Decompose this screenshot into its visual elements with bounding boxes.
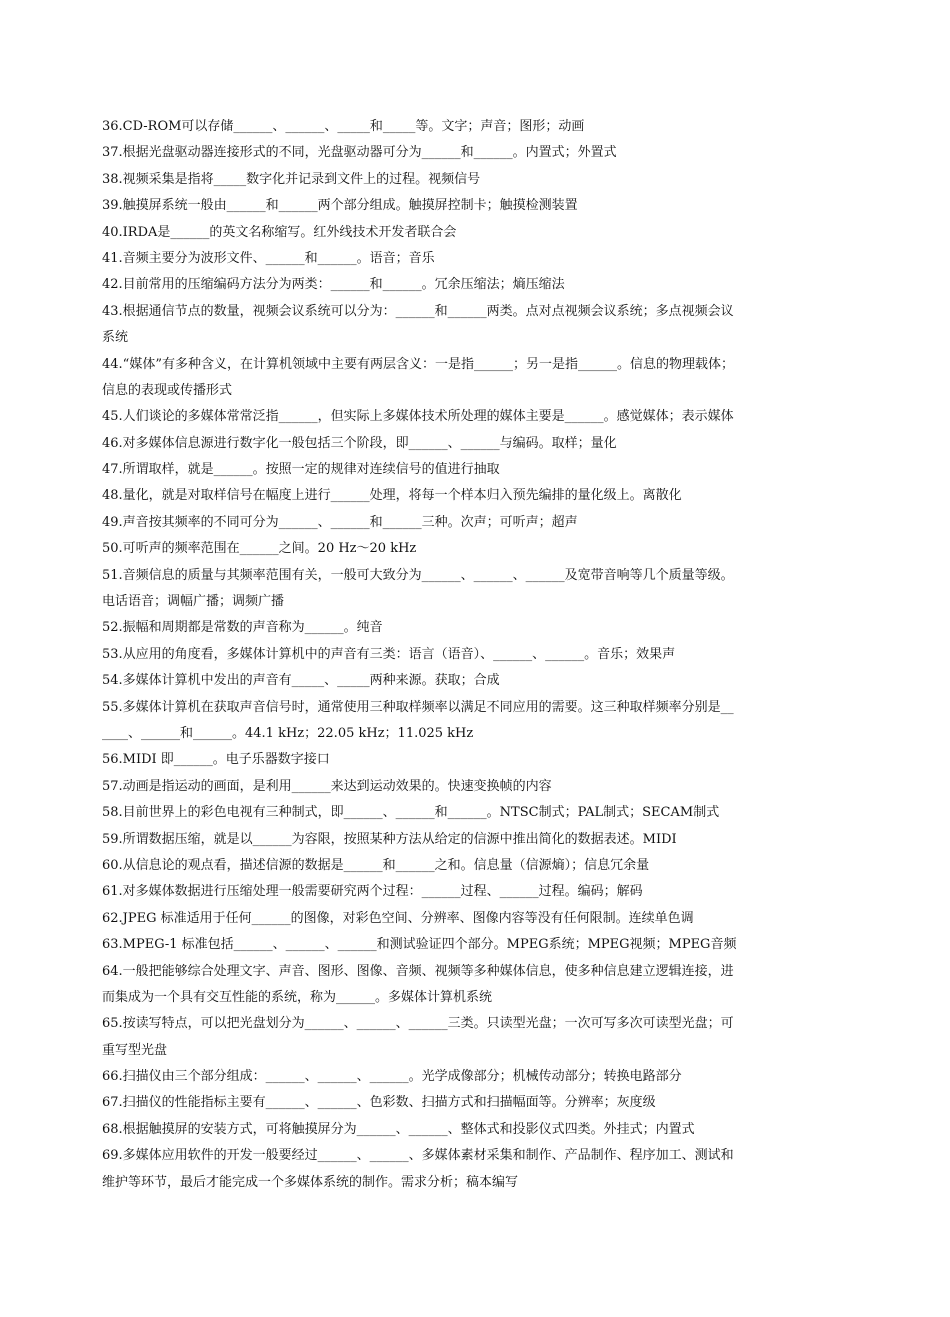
text-line: 42.目前常用的压缩编码方法分为两类：______和______。冗余压缩法；熵压缩法	[102, 277, 565, 293]
text-line: 58.目前世界上的彩色电视有三种制式，即______、______和______。NTSC制式；PAL制式；SECAM制式	[102, 805, 720, 821]
text-line: 48.量化，就是对取样信号在幅度上进行______处理，将每一个样本归入预先编排的量化级上。离散化	[102, 488, 682, 504]
text-line: 47.所谓取样，就是______。按照一定的规律对连续信号的值进行抽取	[102, 462, 500, 478]
text-line: 57.动画是指运动的画面，是利用______来达到运动效果的。快速变换帧的内容	[102, 778, 552, 794]
text-line: 重写型光盘	[102, 1042, 168, 1058]
text-line: 维护等环节，最后才能完成一个多媒体系统的制作。需求分析；稿本编写	[102, 1174, 519, 1190]
text-line: 信息的表现或传播形式	[102, 382, 233, 398]
text-line: ____、______和______。44.1 kHz；22.05 kHz；11.025 kHz	[102, 725, 474, 741]
text-line: 66.扫描仪由三个部分组成：______、______、______。光学成像部分；机械传动部分；转换电路部分	[102, 1069, 682, 1085]
text-line: 系统	[102, 330, 129, 346]
text-line: 46.对多媒体信息源进行数字化一般包括三个阶段，即______、______与编码。取样；量化	[102, 435, 617, 451]
text-line: 49.声音按其频率的不同可分为______、______和______三种。次声；可听声；超声	[102, 514, 578, 530]
text-line: 51.音频信息的质量与其频率范围有关，一般可大致分为______、______、______及宽带音响等几个质量等级。	[102, 567, 734, 583]
text-line: 59.所谓数据压缩，就是以______为容限，按照某种方法从给定的信源中推出简化的数据表述。MIDI	[102, 831, 677, 847]
text-line: 38.视频采集是指将_____数字化并记录到文件上的过程。视频信号	[102, 171, 481, 187]
text-line: 52.振幅和周期都是常数的声音称为______。纯音	[102, 620, 383, 636]
text-line: 39.触摸屏系统一般由______和______两个部分组成。触摸屏控制卡；触摸检测装置	[102, 198, 578, 214]
text-line: 65.按读写特点，可以把光盘划分为______、______、______三类。只读型光盘；一次可写多次可读型光盘；可	[102, 1016, 734, 1032]
text-line: 55.多媒体计算机在获取声音信号时，通常使用三种取样频率以满足不同应用的需要。这三种取样频率分别是__	[102, 699, 734, 715]
text-line: 50.可听声的频率范围在______之间。20 Hz～20 kHz	[102, 541, 417, 557]
text-line: 电话语音；调幅广播；调频广播	[102, 594, 285, 610]
text-line: 40.IRDA是______的英文名称缩写。红外线技术开发者联合会	[102, 224, 457, 240]
text-line: 69.多媒体应用软件的开发一般要经过______、______、多媒体素材采集和制作、产品制作、程序加工、测试和	[102, 1148, 734, 1164]
text-line: 61.对多媒体数据进行压缩处理一般需要研究两个过程：______过程、______过程。编码；解码	[102, 884, 643, 900]
text-line: 36.CD-ROM可以存储______、______、_____和_____等。文字；声音；图形；动画	[102, 119, 585, 134]
text-line: 67.扫描仪的性能指标主要有______、______、色彩数、扫描方式和扫描幅面等。分辨率；灰度级	[102, 1095, 656, 1111]
text-line: 37.根据光盘驱动器连接形式的不同，光盘驱动器可分为______和______。内置式；外置式	[102, 145, 617, 161]
text-line: 而集成为一个具有交互性能的系统，称为______。多媒体计算机系统	[102, 989, 493, 1005]
text-line: 62.JPEG 标准适用于任何______的图像，对彩色空间、分辨率、图像内容等没有任何限制。连续单色调	[102, 910, 694, 926]
text-line: 44.“媒体”有多种含义，在计算机领域中主要有两层含义：一是指______；另一是指______。信息的物理载体；	[102, 356, 734, 372]
text-line: 63.MPEG-1 标准包括______、______、______和测试验证四个部分。MPEG系统；MPEG视频；MPEG音频	[102, 937, 737, 953]
text-line: 56.MIDI 即______。电子乐器数字接口	[102, 752, 330, 768]
text-line: 54.多媒体计算机中发出的声音有_____、_____两种来源。获取；合成	[102, 673, 500, 689]
text-line: 41.音频主要分为波形文件、______和______。语音；音乐	[102, 250, 435, 266]
text-line: 64.一般把能够综合处理文字、声音、图形、图像、音频、视频等多种媒体信息，使多种信息建立逻辑连接，进	[102, 963, 734, 979]
text-line: 68.根据触摸屏的安装方式，可将触摸屏分为______、______、整体式和投影仪式四类。外挂式；内置式	[102, 1121, 695, 1137]
document-page	[102, 114, 858, 1196]
text-line: 60.从信息论的观点看，描述信源的数据是______和______之和。信息量（信源熵）；信息冗余量	[102, 857, 650, 873]
text-line: 53.从应用的角度看，多媒体计算机中的声音有三类：语言（语音）、______、______。音乐；效果声	[102, 646, 676, 662]
text-line: 43.根据通信节点的数量，视频会议系统可以分为：______和______两类。点对点视频会议系统；多点视频会议	[102, 303, 734, 319]
text-line: 45.人们谈论的多媒体常常泛指______，但实际上多媒体技术所处理的媒体主要是______。感觉媒体；表示媒体	[102, 409, 734, 425]
